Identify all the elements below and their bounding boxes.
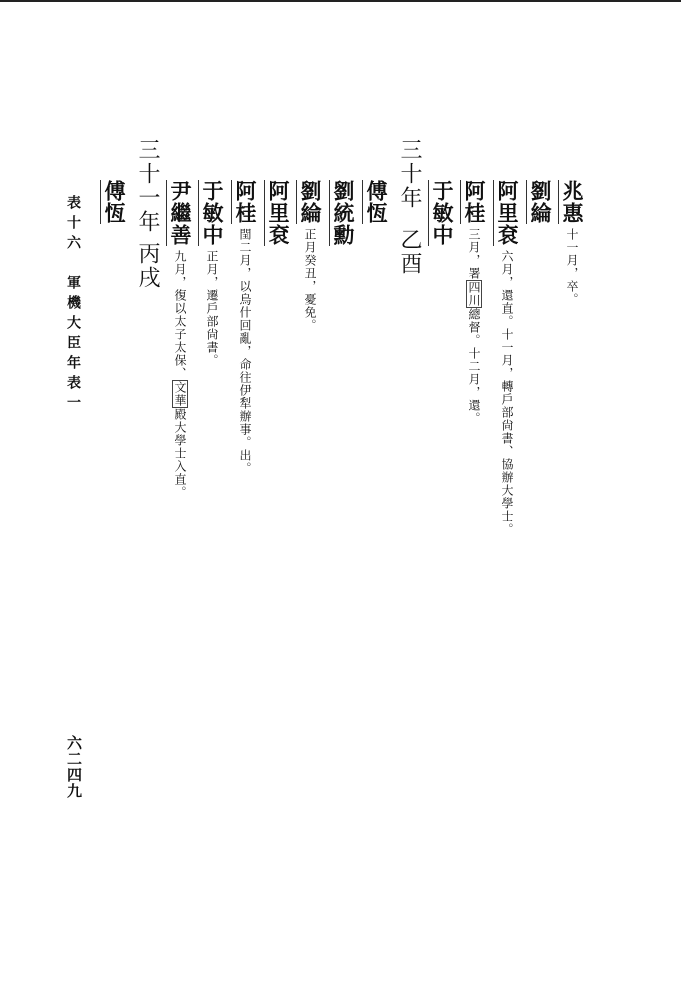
top-border [0, 0, 681, 2]
year-31-heading [136, 138, 158, 290]
entry-note-boxed: 四川 [467, 281, 481, 307]
entry-name: 劉統勳 [331, 180, 356, 246]
entry-name: 兆惠 [560, 180, 585, 224]
entry-name: 傅恆 [102, 180, 127, 224]
entry-note: 正月癸丑，憂免。 [303, 228, 317, 332]
entry-note: 六月，還直。十一月，轉戶部尙書、協辦大學士。 [500, 250, 514, 536]
entry-fuheng [366, 180, 387, 224]
entry-fuheng-31 [104, 180, 125, 224]
entry-name: 阿里袞 [495, 180, 520, 246]
entry-aligun-30 [268, 180, 289, 246]
entry-note: 總督。十二月，還。 [467, 308, 481, 425]
entry-name: 尹繼善 [168, 180, 193, 246]
year-label: 三十年 [397, 138, 422, 210]
year-label: 三十一年 [135, 138, 160, 234]
ganzhi-label: 乙酉 [397, 228, 422, 276]
entry-name: 于敏中 [430, 180, 455, 246]
entry-yuminzhong-30 [202, 180, 223, 367]
entry-note-boxed: 文華 [173, 381, 187, 407]
table-title: 軍機大臣年表一 [65, 275, 81, 415]
entry-name: 劉綸 [298, 180, 323, 224]
entry-agui-30 [235, 180, 256, 475]
entry-agui [464, 180, 485, 425]
entry-name: 劉綸 [528, 180, 553, 224]
running-header [66, 195, 80, 415]
page-number: 六二四九 [65, 735, 83, 799]
entry-name: 傅恆 [364, 180, 389, 224]
entry-name: 阿里袞 [266, 180, 291, 246]
entry-zhaohui [562, 180, 583, 306]
entry-note: 九月，復以太子太保、 [173, 250, 187, 380]
entry-note: 正月，遷戶部尙書。 [205, 250, 219, 367]
entry-liutongxun [333, 180, 354, 246]
entry-note: 閏二月，以烏什回亂，命往伊犁辦事。出。 [238, 228, 252, 475]
entry-name: 阿桂 [233, 180, 258, 224]
entry-aligun [497, 180, 518, 536]
entry-liulun-30 [300, 180, 321, 332]
entry-liulun [530, 180, 551, 224]
ganzhi-label: 丙戌 [135, 242, 160, 290]
entry-name: 阿桂 [462, 180, 487, 224]
entry-note: 十一月，卒。 [565, 228, 579, 306]
entry-name: 于敏中 [200, 180, 225, 246]
entry-yuminzhong [432, 180, 453, 246]
entry-yinjishan [170, 180, 191, 499]
year-30-heading [398, 138, 420, 276]
table-number: 表十六 [65, 195, 81, 255]
entry-note: 殿大學士入直。 [173, 408, 187, 499]
entry-note: 三月，署 [467, 228, 481, 280]
